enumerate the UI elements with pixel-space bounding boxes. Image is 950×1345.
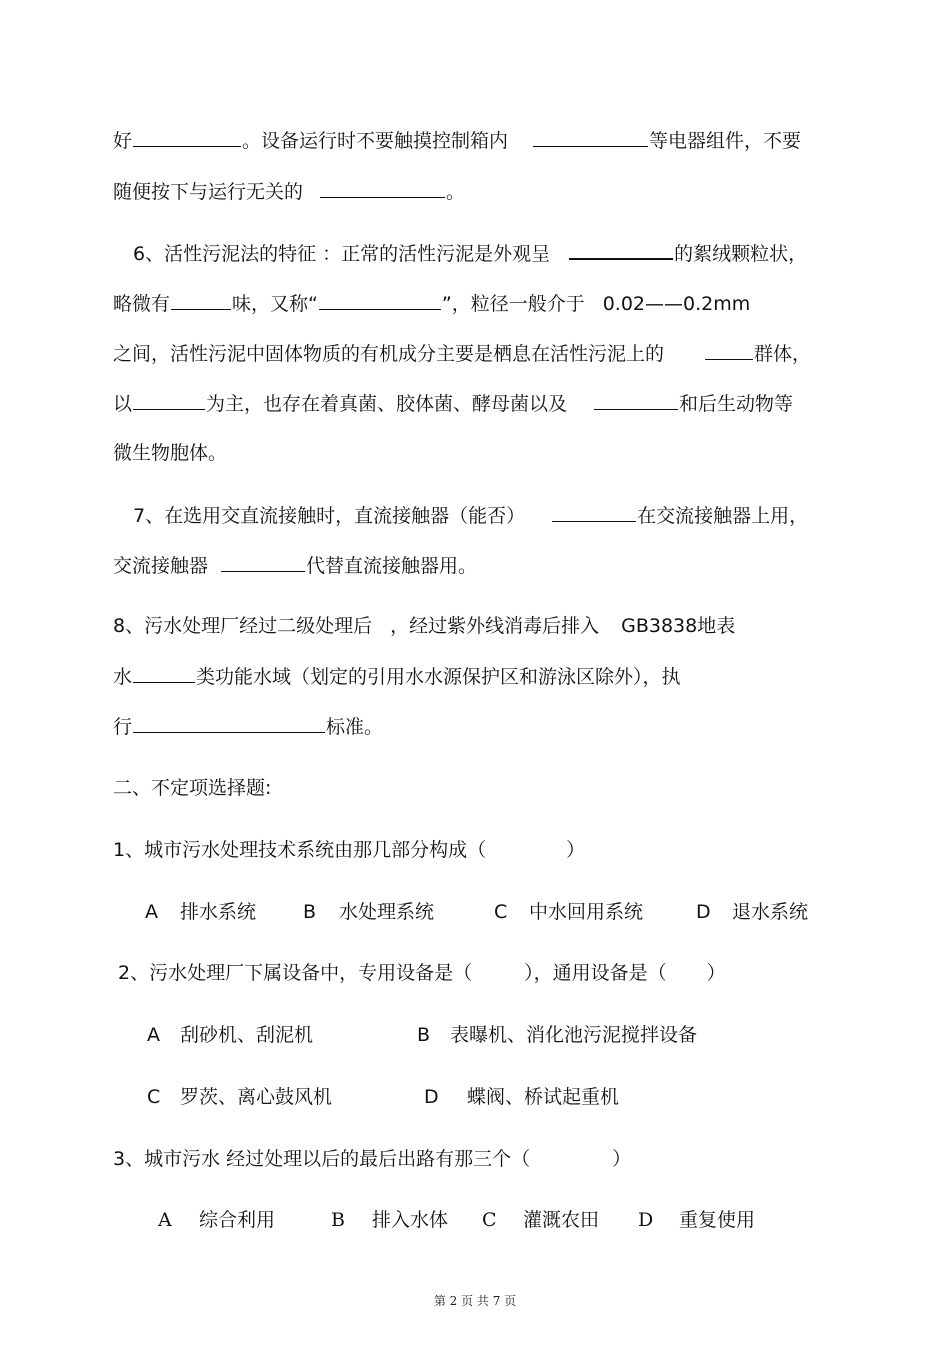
q5-text-1a: 好	[113, 130, 133, 152]
q5-line-1	[113, 128, 801, 153]
option-letter: A	[145, 901, 158, 923]
answer-blank[interactable]	[705, 341, 753, 360]
q5-text-1c: 等电器组件，不要	[649, 130, 802, 152]
answer-blank[interactable]	[533, 128, 648, 147]
option-letter: A	[147, 1024, 160, 1046]
q6-line-2	[113, 291, 750, 316]
q7-text-1a: 7、在选用交直流接触时，直流接触器（能否）	[133, 505, 526, 527]
q6-line-1	[133, 240, 807, 266]
section-title: 二、不定项选择题:	[113, 777, 272, 799]
q6-text-4a: 以	[113, 393, 133, 415]
q6-text-2d: 0.02——0.2mm	[602, 293, 751, 315]
answer-blank[interactable]	[133, 391, 205, 410]
q5-line-2	[113, 179, 465, 204]
option-letter: C	[147, 1086, 161, 1108]
q6-text-2c: ”，粒径一般介于	[441, 293, 585, 315]
q6-line-3	[113, 341, 811, 366]
answer-blank[interactable]	[552, 503, 636, 522]
option-letter: A	[158, 1209, 172, 1231]
mc2-question: 2、污水处理厂下属设备中，专用设备是（ ），通用设备是（ ）	[118, 962, 726, 984]
q6-text-4b: 为主，也存在着真菌、胶体菌、酵母菌以及	[206, 393, 568, 415]
q8-line-1	[113, 614, 735, 638]
q8-text-1c: GB3838地表	[621, 615, 736, 637]
q6-text-3b: 群体，	[754, 343, 812, 365]
option-letter: B	[303, 901, 317, 923]
q6-text-3a: 之间，活性污泥中固体物质的有机成分主要是栖息在活性污泥上的	[113, 343, 665, 365]
answer-blank[interactable]	[133, 128, 241, 147]
answer-blank[interactable]	[594, 391, 678, 410]
q8-text-2b: 类功能水域（划定的引用水水源保护区和游泳区除外），执	[196, 666, 681, 688]
q6-text-1a: 6、活性污泥法的特征 ：正常的活性污泥是外观呈	[133, 243, 551, 265]
answer-blank[interactable]	[133, 714, 325, 733]
q6-line-4	[113, 391, 793, 416]
option-text: 退水系统	[732, 901, 809, 923]
option-text: 中水回用系统	[529, 901, 644, 923]
answer-blank[interactable]	[133, 664, 195, 683]
q8-line-2	[113, 664, 681, 689]
option-text: 表曝机、消化池污泥搅拌设备	[450, 1024, 698, 1046]
option-letter: B	[331, 1209, 345, 1231]
option-text: 蝶阀、桥试起重机	[467, 1086, 620, 1108]
q8-text-1b: ，经过紫外线消毒后排入	[390, 615, 600, 637]
q7-text-1b: 在交流接触器上用，	[637, 505, 809, 527]
q5-text-1b: 。设备运行时不要触摸控制箱内	[242, 130, 509, 152]
answer-blank[interactable]	[221, 553, 305, 572]
q6-text-1b: 的絮绒颗粒状，	[674, 243, 808, 265]
q8-text-3b: 标准。	[326, 716, 384, 738]
option-text: 水处理系统	[339, 901, 435, 923]
option-text: 罗茨、离心鼓风机	[180, 1086, 333, 1108]
q6-text-4c: 和后生动物等	[679, 393, 794, 415]
answer-blank[interactable]	[320, 179, 445, 198]
q8-line-3	[113, 714, 383, 739]
option-letter: D	[696, 901, 711, 923]
option-letter: D	[424, 1086, 439, 1108]
mc1-question: 1、城市污水处理技术系统由那几部分构成（ ）	[113, 839, 586, 861]
option-text: 重复使用	[679, 1209, 756, 1231]
answer-blank[interactable]	[171, 291, 231, 310]
q6-text-2b: 味，又称“	[232, 293, 318, 315]
q7-text-2b: 代替直流接触器用。	[306, 555, 478, 577]
q7-line-2	[113, 553, 477, 578]
q7-line-1	[133, 503, 808, 528]
answer-blank[interactable]	[319, 291, 441, 310]
q6-text-2a: 略微有	[113, 293, 171, 315]
option-text: 灌溉农田	[523, 1209, 600, 1231]
answer-blank[interactable]	[569, 240, 673, 260]
q6-text-5: 微生物胞体。	[113, 442, 228, 464]
q8-text-1a: 8、污水处理厂经过二级处理后	[113, 615, 373, 637]
option-text: 排入水体	[372, 1209, 449, 1231]
option-letter: C	[482, 1209, 497, 1231]
option-text: 刮砂机、刮泥机	[180, 1024, 314, 1046]
option-text: 排水系统	[180, 901, 257, 923]
q5-text-2a: 随便按下与运行无关的	[113, 181, 304, 203]
mc3-question: 3、城市污水 经过处理以后的最后出路有那三个（ ）	[113, 1148, 632, 1170]
page-footer	[0, 1292, 950, 1309]
q5-text-2b: 。	[446, 181, 466, 203]
q8-text-2a: 水	[113, 666, 133, 688]
option-text: 综合利用	[199, 1209, 276, 1231]
option-letter: B	[417, 1024, 431, 1046]
option-letter: C	[494, 901, 508, 923]
q8-text-3a: 行	[113, 716, 133, 738]
q7-text-2a: 交流接触器	[113, 555, 209, 577]
page-number: 第 2 页 共 7 页	[433, 1294, 517, 1308]
q6-line-5	[113, 441, 227, 465]
option-letter: D	[638, 1209, 654, 1231]
